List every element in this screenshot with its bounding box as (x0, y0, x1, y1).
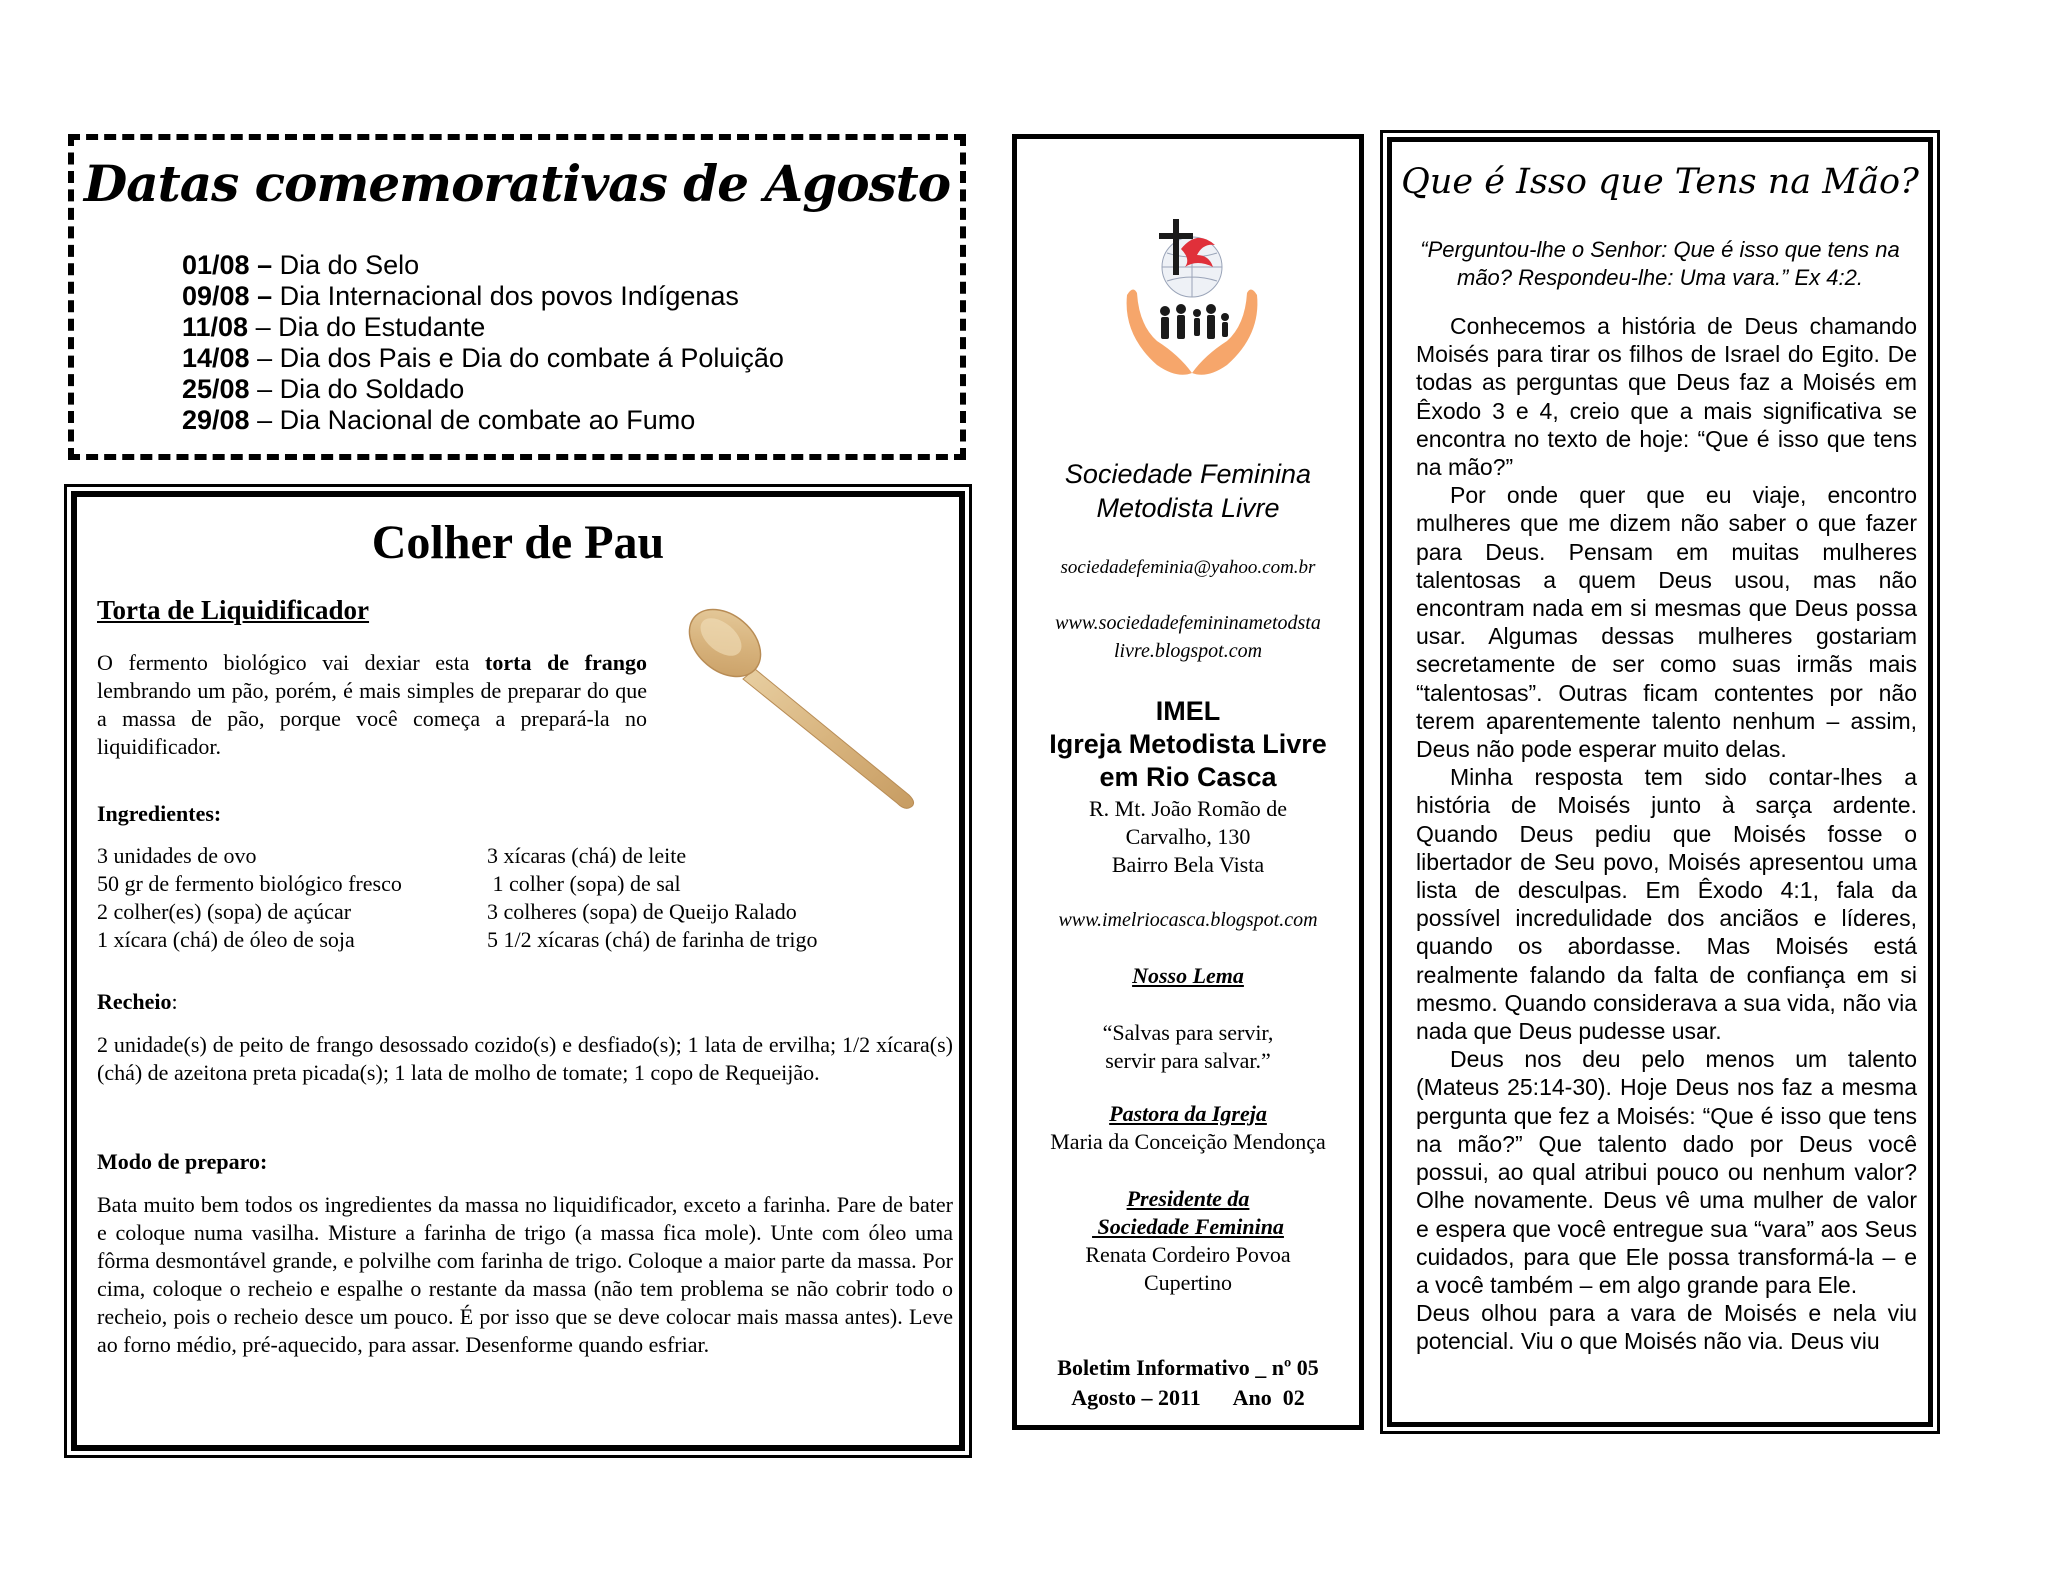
church-name: IMEL Igreja Metodista Livre em Rio Casca (1049, 696, 1327, 792)
ingredient-item: 3 xícaras (chá) de leite (487, 843, 687, 868)
ingredient-item: 3 colheres (sopa) de Queijo Ralado (487, 899, 797, 924)
church-blog: www.imelriocasca.blogspot.com (1058, 909, 1318, 931)
pastor-name: Maria da Conceição Mendonça (1050, 1129, 1326, 1154)
date-item: 25/08 – Dia do Soldado (182, 374, 465, 404)
recipe-section-title: Colher de Pau (371, 516, 665, 569)
ingredient-item: 1 xícara (chá) de óleo de soja (97, 927, 355, 952)
ingredients-heading: Ingredientes: (97, 801, 222, 826)
pastor-heading: Pastora da Igreja (1109, 1101, 1267, 1126)
date-item: 11/08 – Dia do Estudante (182, 312, 486, 342)
ingredient-item: 1 colher (sopa) de sal (487, 871, 681, 896)
commemorative-dates-box (68, 134, 966, 460)
recipe-box (64, 484, 972, 1458)
ingredients-list-right (487, 842, 817, 954)
motto-text: “Salvas para servir, servir para salvar.” (1102, 1020, 1274, 1073)
article-paragraph: Deus nos deu pelo menos um talento (Mateus 25:14-30). Hoje Deus nos faz a mesma pergunta que fez a Moisés: “Que é isso que tens na mão?” Que talento dado por Deus você possui, ao qual atribui pouco ou nenhum valor? Olhe novamente. Deus vê uma mulher de valor e espera que você entregue sua “vara” aos Seus cuidados, para que Ele possa transformá-la – e a você também – em algo grande para Ele. (1416, 1046, 1917, 1298)
dates-list (182, 250, 784, 436)
date-item: 14/08 – Dia dos Pais e Dia do combate á Poluição (182, 343, 784, 373)
date-item: 29/08 – Dia Nacional de combate ao Fumo (182, 405, 696, 435)
article-body (1416, 312, 1917, 1356)
church-info-column (1012, 134, 1364, 1430)
recipe-title: Torta de Liquidificador (97, 595, 370, 625)
date-item: 01/08 – Dia do Selo (182, 250, 420, 280)
ingredient-item: 5 1/2 xícaras (chá) de farinha de trigo (487, 927, 818, 952)
society-name: Sociedade Feminina Metodista Livre (1064, 459, 1312, 523)
president-name: Renata Cordeiro Povoa Cupertino (1085, 1242, 1291, 1295)
method-text: Bata muito bem todos os ingredientes da massa no liquidificador, exceto a farinha. Pare de bater e coloque numa vasilha. Misture a farinha de trigo (a massa fica mole). Unte com óleo uma fôrma desmontável grande, e polvilhe com farinha de trigo. Coloque a maior parte da massa. Por cima, coloque o recheio e espalhe o restante da massa (não tem problema se não cobrir todo o recheio, pois o recheio desce um pouco. É por isso que se deve colocar mais massa antes). Leve ao forno médio, pré-aquecido, para assar. Desenforme quando esfriar. (97, 1192, 953, 1357)
ingredient-item: 3 unidades de ovo (97, 843, 257, 868)
wooden-spoon-icon (677, 597, 942, 817)
article-title: Que é Isso que Tens na Mão? (1401, 162, 1919, 202)
method-heading: Modo de preparo: (97, 1149, 268, 1174)
recipe-box-inner-border (71, 491, 965, 1451)
church-family-hands-logo (1117, 215, 1267, 385)
devotional-box-inner-border (1387, 137, 1933, 1427)
date-item: 09/08 – Dia Internacional dos povos Indígenas (182, 281, 739, 311)
president-heading: Presidente da Sociedade Feminina (1092, 1186, 1284, 1239)
filling-heading: Recheio: (97, 989, 178, 1014)
article-paragraph: Por onde quer que eu viaje, encontro mulheres que me dizem não saber o que fazer para Deus. Pensam em muitas mulheres talentosas a quem Deus usou, mas não encontram nada em si mesmas que Deus possa usar. Algumas dessas mulheres gostariam secretamente de ser como suas irmãs mais “talentosas”. Outras ficam contentes por não terem aparentemente talento nenhum – assim, Deus não pode esperar muito delas. (1416, 482, 1917, 763)
article-paragraph: Minha resposta tem sido contar-lhes a história de Moisés junto à sarça ardente. Quando Deus pediu que Moisés fosse o libertador de Seu povo, Moisés apresentou uma lista de desculpas. Em Êxodo 4:1, fala da possível incredulidade dos anciãos e líderes, quando os abordasse. Mas Moisés está realmente falando da falta de confiança em si mesmo. Quando considerava a sua vida, não via nada que Deus pudesse usar. (1416, 764, 1917, 1045)
article-paragraph: Deus olhou para a vara de Moisés e nela viu potencial. Viu o que Moisés não via. Deus viu (1416, 1300, 1917, 1355)
society-email: sociedadefeminia@yahoo.com.br (1060, 557, 1316, 578)
ingredients-list-left (97, 842, 402, 954)
motto-heading: Nosso Lema (1132, 963, 1244, 988)
article-paragraph: Conhecemos a história de Deus chamando Moisés para tirar os filhos de Israel do Egito. De todas as perguntas que Deus faz a Moisés em Êxodo 3 e 4, creio que a mais significativa se encontra no texto de hoje: “Que é isso que tens na mão?” (1416, 313, 1917, 481)
filling-text: 2 unidade(s) de peito de frango desossado cozido(s) e desfiado(s); 1 lata de ervilha; 1/2 xícara(s) (chá) de azeitona preta picada(s); 1 lata de molho de tomate; 1 copo de Requeijão. (97, 1032, 953, 1085)
church-address: R. Mt. João Romão de Carvalho, 130 Bairro Bela Vista (1089, 796, 1287, 877)
devotional-article-box (1380, 130, 1940, 1434)
society-website: www.sociedadefemininametodsta livre.blogspot.com (1055, 612, 1321, 662)
bulletin-info: Boletim Informativo _ nº 05 Agosto – 2011 Ano 02 (1057, 1355, 1319, 1410)
recipe-intro: O fermento biológico vai dexiar esta torta de frango lembrando um pão, porém, é mais simples de preparar do que a massa de pão, porque você começa a prepará-la no liquidificador. (97, 650, 647, 759)
ingredient-item: 50 gr de fermento biológico fresco (97, 871, 402, 896)
dates-title: Datas comemorativas de Agosto (83, 154, 951, 213)
article-quote: “Perguntou-lhe o Senhor: Que é isso que tens na mão? Respondeu-lhe: Uma vara.” Ex 4:2. (1420, 237, 1900, 290)
ingredient-item: 2 colher(es) (sopa) de açúcar (97, 899, 352, 924)
